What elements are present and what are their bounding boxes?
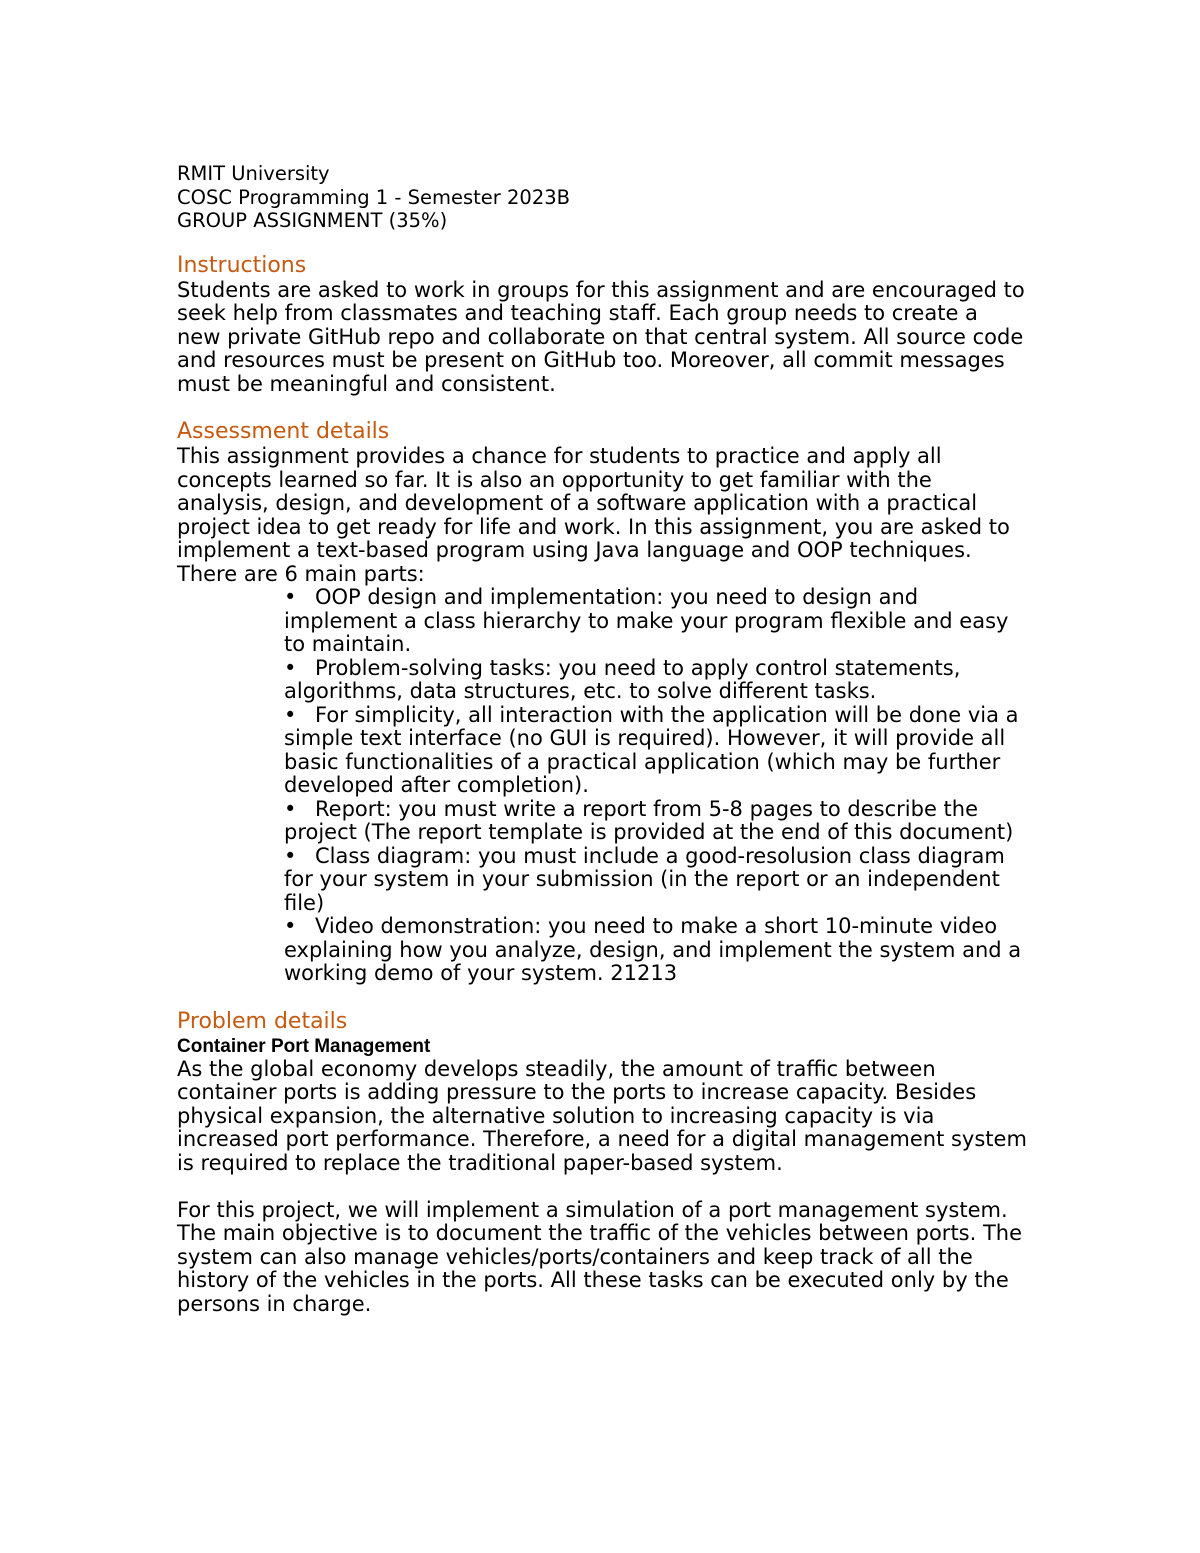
course-title: COSC Programming 1 - Semester 2023B: [177, 185, 571, 209]
instructions-heading: Instructions: [177, 252, 307, 278]
bullet-icon: •: [284, 702, 297, 727]
list-item: • Class diagram: you must include a good-resolusion class diagram for your system in your submission (in the report or an independent file): [284, 843, 1005, 915]
bullet-icon: •: [284, 585, 297, 609]
problem-heading: Problem details: [177, 1008, 348, 1034]
bullet-icon: •: [284, 796, 297, 821]
assessment-heading: Assessment details: [177, 419, 390, 444]
bullet-icon: •: [284, 655, 297, 680]
problem-subheading: Container Port Management: [177, 1035, 431, 1057]
problem-paragraph-1: As the global economy develops steadily, the amount of traffic between container ports is adding pressure to the ports to increase capacity. Besides physical expansion, the alternative solution to increasing capacity is via increased port performance. Therefore, a need for a digital management system is required to replace the traditional paper-based system.: [177, 1056, 1027, 1175]
list-item: • Report: you must write a report from 5-8 pages to describe the project (The report template is provided at the end of this document): [284, 796, 1014, 844]
instructions-section: [177, 252, 1027, 397]
assignment-title: GROUP ASSIGNMENT (35%): [177, 209, 448, 232]
assessment-body: This assignment provides a chance for students to practice and apply all concepts learned so far. It is also an opportunity to get familiar with the analysis, design, and development of a software application with a practical project idea to get ready for life and work. In this assignment, you are asked to implement a text-based program using Java language and OOP techniques. There are 6 main parts:: [177, 444, 1010, 586]
list-item: • For simplicity, all interaction with the application will be done via a simple text interface (no GUI is required). However, it will provide all basic functionalities of a practical application (which may be further developed after completion).: [284, 702, 1019, 797]
list-item: • Problem-solving tasks: you need to apply control statements, algorithms, data structures, etc. to solve different tasks.: [284, 655, 961, 703]
bullet-icon: •: [284, 843, 297, 868]
list-item: • OOP design and implementation: you need to design and implement a class hierarchy to make your program flexible and easy to maintain.: [284, 585, 1009, 656]
problem-section: [177, 1008, 1027, 1317]
assessment-parts-list: [284, 586, 1024, 986]
document-header: [177, 162, 1027, 233]
document-page: [177, 162, 1027, 1316]
list-item: • Video demonstration: you need to make a short 10-minute video explaining how you analyze, design, and implement the system and a working demo of your system. 21213: [284, 914, 1022, 985]
instructions-body: Students are asked to work in groups for this assignment and are encouraged to seek help from classmates and teaching staff. Each group needs to create a new private GitHub repo and collaborate on that central system. All source code and resources must be present on GitHub too. Moreover, all commit messages must be meaningful and consistent.: [177, 277, 1025, 396]
problem-paragraph-2: For this project, we will implement a simulation of a port management system. The main objective is to document the traffic of the vehicles between ports. The system can also manage vehicles/ports/containers and keep track of all the history of the vehicles in the ports. All these tasks can be executed only by the persons in charge.: [177, 1197, 1023, 1316]
bullet-icon: •: [284, 914, 297, 938]
assessment-section: [177, 418, 1027, 986]
university-name: RMIT University: [177, 162, 330, 185]
